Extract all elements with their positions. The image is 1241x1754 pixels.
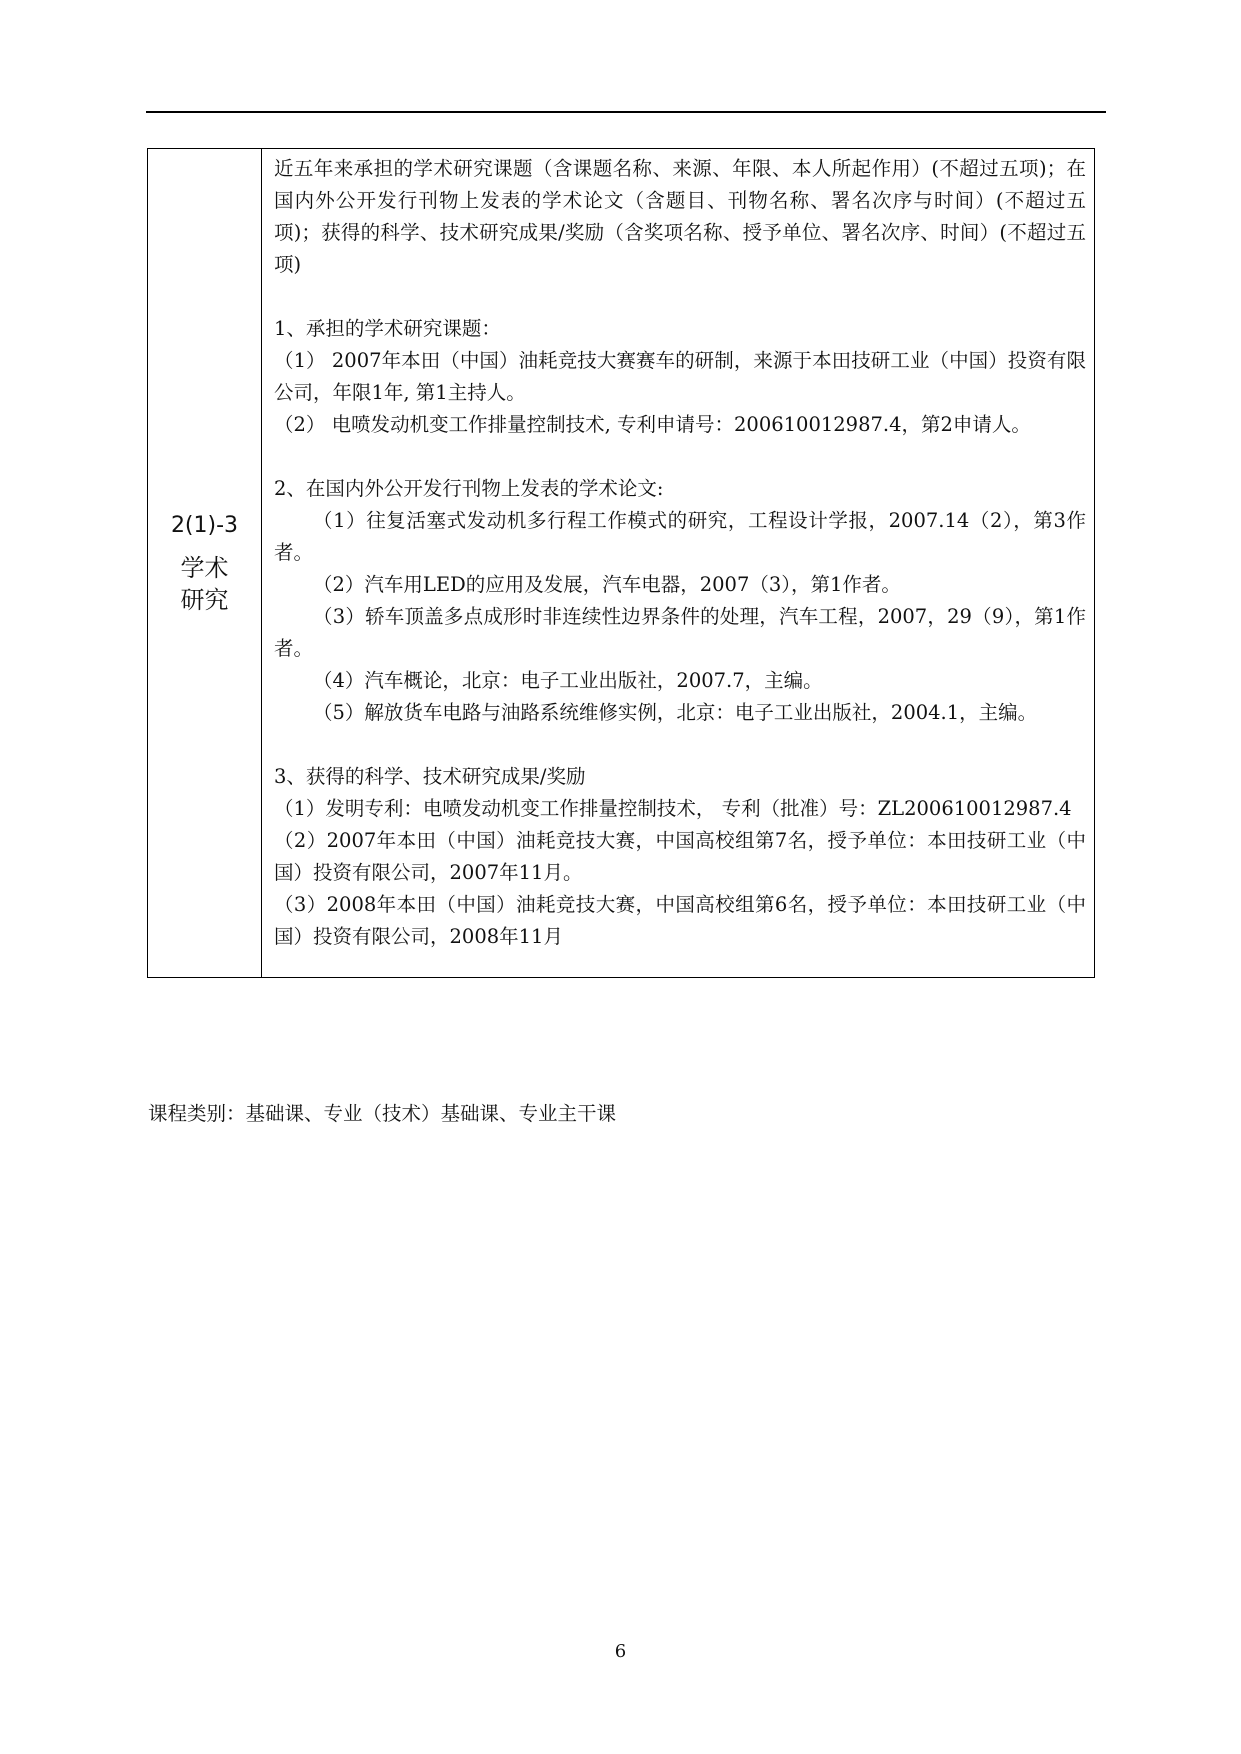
list-item: （1）往复活塞式发动机多行程工作模式的研究，工程设计学报，2007.14（2），第3作者。 [274, 509, 1086, 564]
list-item: （2）汽车用LED的应用及发展，汽车电器，2007（3），第1作者。 [313, 573, 901, 596]
intro-paragraph: 近五年来承担的学术研究课题（含课题名称、来源、年限、本人所起作用）(不超过五项)；在国内外公开发行刊物上发表的学术论文（含题目、刊物名称、署名次序与时间）(不超过五项)；获得的科学、技术研究成果/奖励（含奖项名称、授予单位、署名次序、时间）(不超过五项) [274, 157, 1086, 276]
list-item: （5）解放货车电路与油路系统维修实例，北京：电子工业出版社，2004.1，主编。 [313, 701, 1038, 724]
part3-heading: 3、获得的科学、技术研究成果/奖励 [274, 765, 586, 788]
list-item: （2） 电喷发动机变工作排量控制技术, 专利申请号：200610012987.4，第2申请人。 [274, 413, 1031, 436]
part2-heading: 2、在国内外公开发行刊物上发表的学术论文: [274, 477, 664, 500]
table-row [148, 149, 1095, 978]
course-category-note: 课程类别：基础课、专业（技术）基础课、专业主干课 [148, 1102, 617, 1125]
part1-heading: 1、承担的学术研究课题： [274, 317, 501, 340]
list-item: （2）2007年本田（中国）油耗竞技大赛，中国高校组第7名，授予单位：本田技研工业（中国）投资有限公司，2007年11月。 [274, 829, 1086, 884]
spacer [274, 729, 1086, 761]
academic-research-table [147, 148, 1095, 978]
page-number: 6 [614, 1641, 627, 1662]
section-code: 2(1)-3 [170, 513, 239, 538]
list-item: （4）汽车概论，北京：电子工业出版社，2007.7，主编。 [313, 669, 823, 692]
header-rule [146, 111, 1106, 113]
list-item: （1）发明专利：电喷发动机变工作排量控制技术， 专利（批准）号：ZL200610012987.4 [274, 797, 1072, 820]
spacer [274, 441, 1086, 473]
list-item: （1） 2007年本田（中国）油耗竞技大赛赛车的研制，来源于本田技研工业（中国）投资有限公司，年限1年, 第1主持人。 [274, 349, 1086, 404]
spacer [274, 281, 1086, 313]
section-content-cell [262, 149, 1095, 978]
section-title: 学术研究 [180, 554, 229, 614]
section-label-cell [148, 149, 262, 978]
list-item: （3）轿车顶盖多点成形时非连续性边界条件的处理，汽车工程，2007，29（9），第1作者。 [274, 605, 1086, 660]
list-item: （3）2008年本田（中国）油耗竞技大赛，中国高校组第6名，授予单位：本田技研工业（中国）投资有限公司，2008年11月 [274, 893, 1086, 948]
